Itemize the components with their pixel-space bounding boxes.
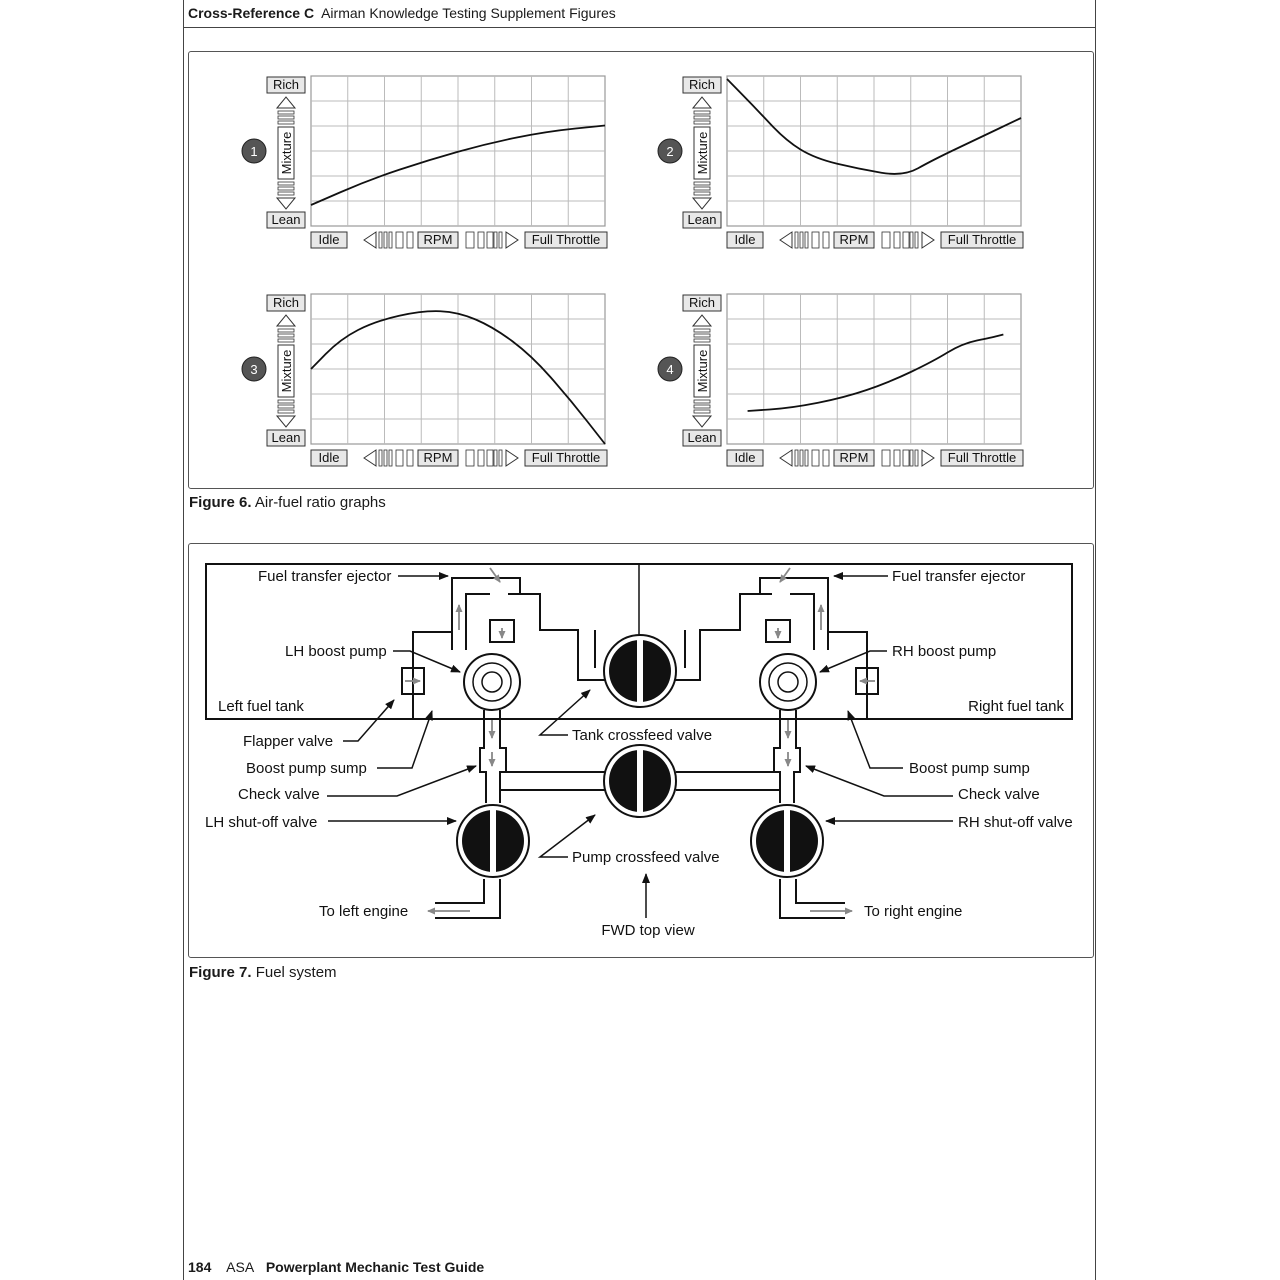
label-rh-shutoff-valve: RH shut-off valve	[958, 814, 1073, 831]
label-left-fuel-tank: Left fuel tank	[218, 698, 304, 715]
lean-label: Lean	[271, 212, 301, 227]
lh-shutoff-valve	[457, 805, 529, 877]
idle-label: Idle	[318, 450, 340, 465]
label-to-right-engine: To right engine	[864, 903, 963, 920]
full-throttle-label: Full Throttle	[947, 232, 1017, 247]
rpm-label: RPM	[423, 450, 453, 465]
rich-label: Rich	[688, 77, 716, 92]
lh-boost-pump-body	[464, 654, 520, 710]
running-footer	[188, 1259, 484, 1275]
full-throttle-label: Full Throttle	[531, 232, 601, 247]
rich-label: Rich	[272, 295, 300, 310]
graph-number: 3	[250, 362, 258, 377]
rich-label: Rich	[688, 295, 716, 310]
figure-6-label: Figure 6.	[189, 494, 252, 511]
figure-7-caption	[189, 964, 337, 981]
mixture-label: Mixture	[695, 131, 710, 175]
graph-number: 1	[250, 144, 258, 159]
label-boost-pump-sump-left: Boost pump sump	[246, 760, 367, 777]
figure-7-label: Figure 7.	[189, 964, 252, 981]
label-tank-crossfeed-valve: Tank crossfeed valve	[572, 727, 713, 744]
full-throttle-label: Full Throttle	[947, 450, 1017, 465]
rpm-label: RPM	[839, 450, 869, 465]
label-check-valve-right: Check valve	[958, 786, 1040, 803]
pump-crossfeed-valve	[604, 745, 676, 817]
label-fwd-top-view: FWD top view	[601, 922, 695, 939]
footer-publisher: ASA	[226, 1259, 255, 1275]
tank-crossfeed-valve	[604, 635, 676, 707]
mixture-label: Mixture	[279, 349, 294, 393]
label-right-fuel-tank: Right fuel tank	[968, 698, 1064, 715]
graph-number: 4	[666, 362, 674, 377]
lean-label: Lean	[687, 212, 717, 227]
idle-label: Idle	[734, 450, 756, 465]
idle-label: Idle	[734, 232, 756, 247]
header-title: Airman Knowledge Testing Supplement Figures	[321, 5, 616, 21]
rpm-label: RPM	[839, 232, 869, 247]
label-fuel-transfer-ejector-left: Fuel transfer ejector	[258, 568, 392, 585]
label-boost-pump-sump-right: Boost pump sump	[909, 760, 1030, 777]
mixture-label: Mixture	[695, 349, 710, 393]
label-fuel-transfer-ejector-right: Fuel transfer ejector	[892, 568, 1026, 585]
header-section: Cross-Reference C	[188, 5, 315, 21]
footer-title: Powerplant Mechanic Test Guide	[265, 1259, 485, 1275]
rh-shutoff-valve	[751, 805, 823, 877]
label-lh-boost-pump: LH boost pump	[285, 643, 387, 660]
rich-label: Rich	[272, 77, 300, 92]
label-to-left-engine: To left engine	[319, 903, 409, 920]
figure-6-title: Air-fuel ratio graphs	[254, 494, 386, 511]
lean-label: Lean	[687, 430, 717, 445]
label-lh-shutoff-valve: LH shut-off valve	[205, 814, 318, 831]
rpm-label: RPM	[423, 232, 453, 247]
label-check-valve-left: Check valve	[238, 786, 320, 803]
rh-boost-pump-body	[760, 654, 816, 710]
mixture-label: Mixture	[279, 131, 294, 175]
full-throttle-label: Full Throttle	[531, 450, 601, 465]
figure-7-title: Fuel system	[255, 964, 337, 981]
footer-page-number: 184	[188, 1259, 212, 1275]
label-flapper-valve: Flapper valve	[243, 733, 334, 750]
lean-label: Lean	[271, 430, 301, 445]
label-pump-crossfeed-valve: Pump crossfeed valve	[572, 849, 720, 866]
label-rh-boost-pump: RH boost pump	[892, 643, 997, 660]
graph-number: 2	[666, 144, 674, 159]
idle-label: Idle	[318, 232, 340, 247]
